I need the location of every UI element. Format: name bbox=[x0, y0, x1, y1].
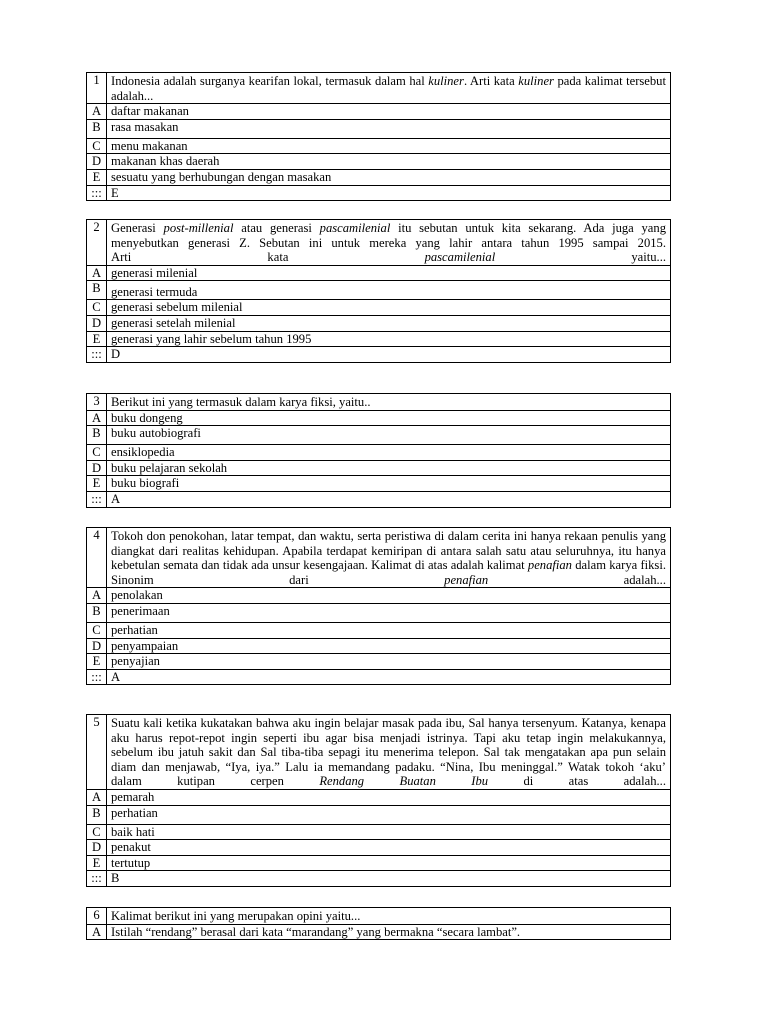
option-row-e bbox=[87, 476, 671, 492]
option-text: sesuatu yang berhubungan dengan masakan bbox=[107, 169, 671, 185]
answer-row bbox=[87, 491, 671, 507]
italic-term: pascamilenial bbox=[424, 250, 496, 265]
option-text: penyajian bbox=[107, 654, 671, 670]
question-table-5 bbox=[86, 714, 671, 887]
option-text: buku autobiografi bbox=[107, 426, 671, 445]
question-number: 2 bbox=[87, 220, 107, 266]
option-key: C bbox=[87, 138, 107, 154]
option-text: buku dongeng bbox=[107, 410, 671, 426]
option-key: B bbox=[87, 281, 107, 300]
option-key: D bbox=[87, 154, 107, 170]
option-row-a bbox=[87, 789, 671, 805]
option-row-c bbox=[87, 445, 671, 461]
option-key: E bbox=[87, 476, 107, 492]
option-key: C bbox=[87, 824, 107, 840]
question-row bbox=[87, 220, 671, 266]
option-row-a bbox=[87, 924, 671, 940]
option-key: B bbox=[87, 426, 107, 445]
option-row-b bbox=[87, 426, 671, 445]
option-text: makanan khas daerah bbox=[107, 154, 671, 170]
italic-term: kuliner bbox=[518, 74, 554, 88]
option-key: A bbox=[87, 104, 107, 120]
answer-value: A bbox=[107, 491, 671, 507]
option-text: generasi milenial bbox=[107, 265, 671, 281]
option-text: generasi setelah milenial bbox=[107, 315, 671, 331]
option-key: B bbox=[87, 805, 107, 824]
option-row-d bbox=[87, 315, 671, 331]
answer-row bbox=[87, 669, 671, 685]
question-number: 3 bbox=[87, 394, 107, 411]
option-row-b bbox=[87, 603, 671, 622]
option-text: generasi sebelum milenial bbox=[107, 300, 671, 316]
option-text: Istilah “rendang” berasal dari kata “marandang” yang bermakna “secara lambat”. bbox=[107, 924, 671, 940]
option-key: C bbox=[87, 300, 107, 316]
question-text: Kalimat berikut ini yang merupakan opini yaitu... bbox=[107, 908, 671, 925]
option-text: penolakan bbox=[107, 588, 671, 604]
answer-value: D bbox=[107, 347, 671, 363]
option-text: buku pelajaran sekolah bbox=[107, 460, 671, 476]
option-text: ensiklopedia bbox=[107, 445, 671, 461]
option-key: A bbox=[87, 789, 107, 805]
option-text: perhatian bbox=[107, 805, 671, 824]
answer-key-marker: ::: bbox=[87, 669, 107, 685]
question-table-3 bbox=[86, 393, 671, 508]
option-text: daftar makanan bbox=[107, 104, 671, 120]
option-row-c bbox=[87, 300, 671, 316]
question-table-2 bbox=[86, 219, 671, 363]
option-key: A bbox=[87, 410, 107, 426]
answer-row bbox=[87, 185, 671, 201]
question-row bbox=[87, 73, 671, 104]
option-row-e bbox=[87, 169, 671, 185]
option-text: penyampaian bbox=[107, 638, 671, 654]
question-number: 4 bbox=[87, 528, 107, 588]
option-key: E bbox=[87, 331, 107, 347]
option-key: C bbox=[87, 622, 107, 638]
option-row-b bbox=[87, 119, 671, 138]
question-number: 1 bbox=[87, 73, 107, 104]
option-key: B bbox=[87, 119, 107, 138]
option-key: D bbox=[87, 315, 107, 331]
italic-term: post-millenial bbox=[163, 221, 234, 235]
question-text: Berikut ini yang termasuk dalam karya fiksi, yaitu.. bbox=[107, 394, 671, 411]
option-row-c bbox=[87, 622, 671, 638]
option-text: tertutup bbox=[107, 855, 671, 871]
option-text: penerimaan bbox=[107, 603, 671, 622]
option-text: generasi termuda bbox=[107, 281, 671, 300]
question-row bbox=[87, 528, 671, 588]
option-row-c bbox=[87, 824, 671, 840]
answer-key-marker: ::: bbox=[87, 347, 107, 363]
option-key: A bbox=[87, 588, 107, 604]
answer-key-marker: ::: bbox=[87, 185, 107, 201]
option-text: pemarah bbox=[107, 789, 671, 805]
question-text: Generasi post-millenial atau generasi pascamilenial itu sebutan untuk kita sekarang. Ada juga yang menyebutkan generasi Z. Sebutan ini untuk mereka yang lahir antara tahun 1995 sampai 2015. Arti kata pascamilenial yaitu... bbox=[107, 220, 671, 266]
option-row-d bbox=[87, 840, 671, 856]
question-text: Tokoh don penokohan, latar tempat, dan waktu, serta peristiwa di dalam cerita ini hanya rekaan penulis yang diangkat dari realitas kehidupan. Apabila terdapat kemiripan di antara salah satu atau seluruhnya, itu hanya kebetulan semata dan tidak ada unsur kesengajaan. Kalimat di atas adalah kalimat penafian dalam karya fiksi. Sinonim dari penafian adalah... bbox=[107, 528, 671, 588]
question-row bbox=[87, 908, 671, 925]
question-table-1 bbox=[86, 72, 671, 201]
question-number: 6 bbox=[87, 908, 107, 925]
option-text: buku biografi bbox=[107, 476, 671, 492]
answer-value: A bbox=[107, 669, 671, 685]
italic-term: penafian bbox=[527, 558, 572, 573]
option-row-e bbox=[87, 855, 671, 871]
option-row-b bbox=[87, 805, 671, 824]
option-row-a bbox=[87, 410, 671, 426]
answer-key-marker: ::: bbox=[87, 871, 107, 887]
option-row-d bbox=[87, 460, 671, 476]
question-table-4 bbox=[86, 527, 671, 685]
option-row-a bbox=[87, 588, 671, 604]
option-text: generasi yang lahir sebelum tahun 1995 bbox=[107, 331, 671, 347]
option-text: rasa masakan bbox=[107, 119, 671, 138]
answer-row bbox=[87, 347, 671, 363]
option-key: A bbox=[87, 924, 107, 940]
answer-row bbox=[87, 871, 671, 887]
italic-term: kuliner bbox=[428, 74, 464, 88]
question-text: Indonesia adalah surganya kearifan lokal, termasuk dalam hal kuliner. Arti kata kuliner pada kalimat tersebut adalah... bbox=[107, 73, 671, 104]
option-row-e bbox=[87, 654, 671, 670]
option-row-b bbox=[87, 281, 671, 300]
option-key: D bbox=[87, 840, 107, 856]
italic-term: Rendang Buatan Ibu bbox=[319, 774, 489, 789]
question-row bbox=[87, 394, 671, 411]
answer-key-marker: ::: bbox=[87, 491, 107, 507]
option-key: E bbox=[87, 654, 107, 670]
italic-term: pascamilenial bbox=[319, 221, 391, 235]
question-number: 5 bbox=[87, 715, 107, 790]
italic-term: penafian bbox=[444, 572, 489, 587]
answer-value: E bbox=[107, 185, 671, 201]
option-key: B bbox=[87, 603, 107, 622]
option-key: E bbox=[87, 169, 107, 185]
answer-value: B bbox=[107, 871, 671, 887]
question-text: Suatu kali ketika kukatakan bahwa aku ingin belajar masak pada ibu, Sal hanya tersenyum. Katanya, kenapa aku harus repot-repot ingin seperti ibu agar bisa menjadi istrinya. Tapi aku tetap ingin melakukannya, sebelum ibu jatuh sakit dan Sal tiba-tiba sepagi itu menerima telepon. Sal tak mengatakan apa pun selain diam dan menjawab, “Iya, iya.” Lalu ia memandang padaku. “Nina, Ibu meninggal.” Watak tokoh ‘aku’ dalam kutipan cerpen Rendang Buatan Ibu di atas adalah... bbox=[107, 715, 671, 790]
option-text: perhatian bbox=[107, 622, 671, 638]
option-text: menu makanan bbox=[107, 138, 671, 154]
option-row-e bbox=[87, 331, 671, 347]
option-row-d bbox=[87, 638, 671, 654]
option-row-d bbox=[87, 154, 671, 170]
option-key: D bbox=[87, 460, 107, 476]
question-row bbox=[87, 715, 671, 790]
option-row-c bbox=[87, 138, 671, 154]
option-key: D bbox=[87, 638, 107, 654]
option-row-a bbox=[87, 104, 671, 120]
option-key: E bbox=[87, 855, 107, 871]
question-table-6 bbox=[86, 907, 671, 940]
option-row-a bbox=[87, 265, 671, 281]
option-text: baik hati bbox=[107, 824, 671, 840]
option-text: penakut bbox=[107, 840, 671, 856]
option-key: C bbox=[87, 445, 107, 461]
option-key: A bbox=[87, 265, 107, 281]
